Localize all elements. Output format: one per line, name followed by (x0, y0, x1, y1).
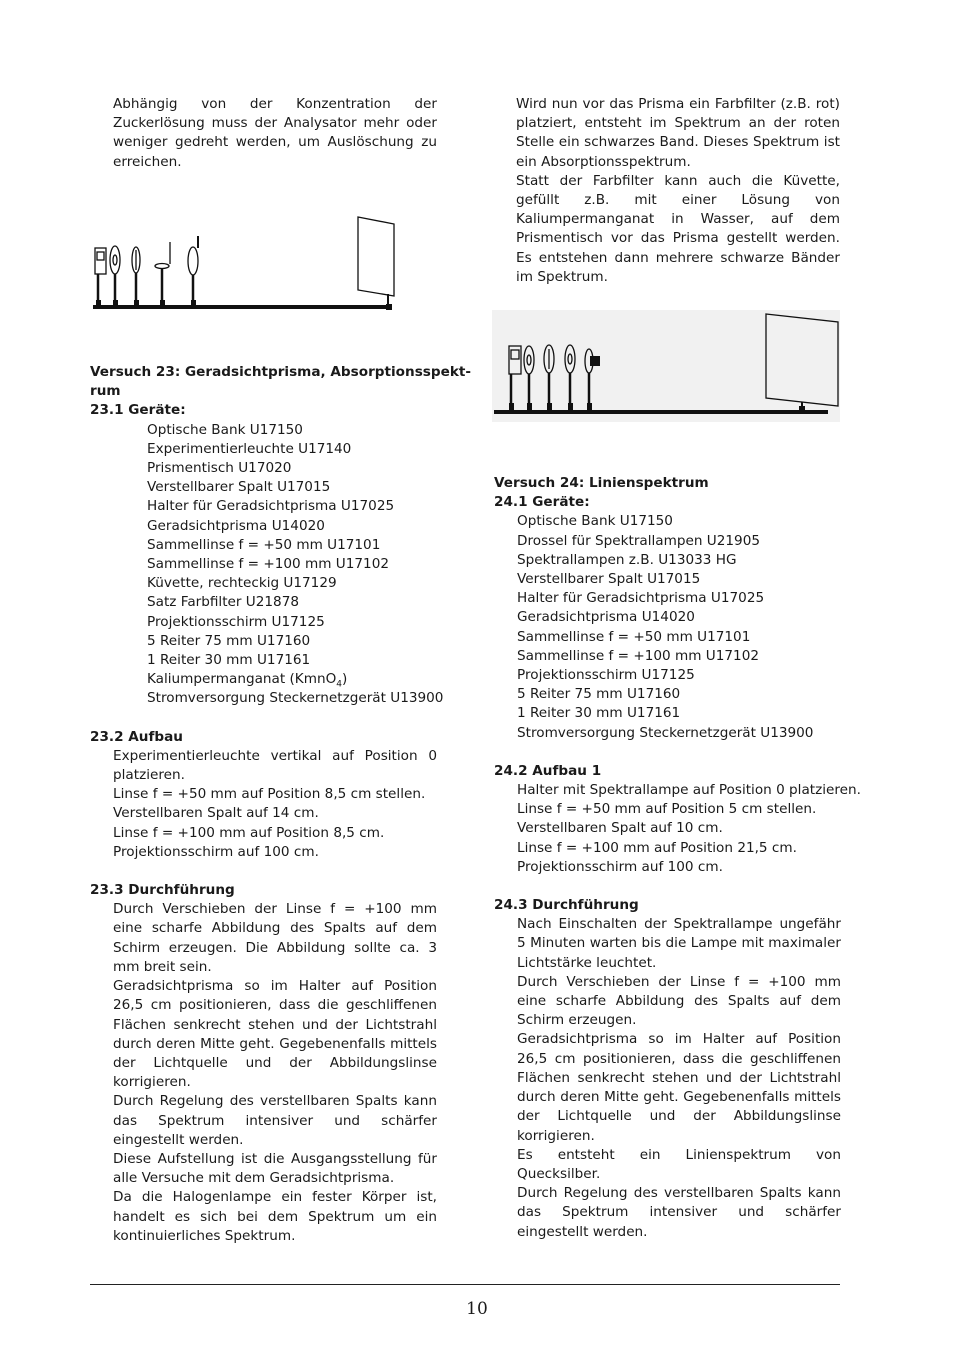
footer-rule (90, 1284, 840, 1285)
v23-3-paragraph: Da die Halogenlampe ein fester Körper ist, handelt es sich bei dem Spektrum um ein kontinuierliches Spektrum. (113, 1189, 437, 1244)
v24-2-line: Linse f = +50 mm auf Position 5 cm stellen. (517, 801, 817, 818)
v24-3-paragraph: Es entsteht ein Linienspektrum von Quecksilber. (517, 1146, 841, 1182)
v24-3-paragraph: Geradsichtprisma so im Halter auf Position 26,5 cm positionieren, dass die geschliffenen Flächen senkrecht stehen und der Lichtstrahl durch deren Mitte geht. Gegebenenfalls mittels der Lichtquelle und der Abbildungslinse korrigieren. (517, 1031, 841, 1144)
list-item: Halter für Geradsichtprisma U17025 (147, 498, 395, 515)
v23-2-paragraph: Experimentierleuchte vertikal auf Position 0 platzieren. (113, 747, 437, 784)
list-item: 5 Reiter 75 mm U17160 (517, 686, 681, 703)
list-item: Drossel für Spektrallampen U21905 (517, 532, 761, 549)
page-number: 10 (466, 1299, 488, 1319)
list-item: Optische Bank U17150 (517, 513, 673, 530)
v23-3-paragraph: Geradsichtprisma so im Halter auf Position 26,5 cm positionieren, dass die geschliffenen Flächen senkrecht stehen und der Lichtstrahl durch deren Mitte geht. Gegebenenfalls mittels der Lichtquelle und der Abbildungslinse korrigieren. (113, 978, 437, 1091)
list-item: Küvette, rechteckig U17129 (147, 575, 337, 592)
v24-2-line: Projektionsschirm auf 100 cm. (517, 858, 723, 875)
v24-1-list (517, 512, 844, 742)
intro-paragraph: Wird nun vor das Prisma ein Farbfilter (z.B. rot) platziert, entsteht im Spektrum an der roten Stelle ein schwarzes Band. Dieses Spektrum ist ein Absorptionsspektrum. (516, 96, 840, 170)
v24-2-line: Halter mit Spektrallampe auf Position 0 platzieren. (517, 782, 861, 799)
list-item: 5 Reiter 75 mm U17160 (147, 632, 311, 649)
list-item: Optische Bank U17150 (147, 421, 303, 438)
v24-2-heading: 24.2 Aufbau 1 (494, 762, 602, 779)
list-item: Geradsichtprisma U14020 (147, 517, 325, 534)
v24-3-heading: 24.3 Durchführung (494, 897, 639, 914)
list-item: Experimentierleuchte U17140 (147, 440, 352, 457)
list-item: Sammellinse f = +100 mm U17102 (517, 647, 759, 664)
v23-1-list (147, 421, 444, 709)
list-item: Projektionsschirm U17125 (517, 667, 695, 684)
v24-1-heading: 24.1 Geräte: (494, 494, 590, 511)
v23-2-line: Projektionsschirm auf 100 cm. (113, 843, 319, 860)
list-item: Verstellbarer Spalt U17015 (517, 571, 701, 588)
v23-3-paragraph: Durch Verschieben der Linse f = +100 mm eine scharfe Abbildung des Spalts auf dem Schirm erzeugen. Die Abbildung sollte ca. 3 mm breit sein. (113, 901, 437, 975)
v24-3-paragraph: Nach Einschalten der Spektrallampe ungefähr 5 Minuten warten bis die Lampe mit maximaler Lichtstärke leuchtet. (517, 916, 841, 971)
list-item-kmno4: Kaliumpermanganat (KmnO$_4$) (147, 671, 348, 690)
v23-2-line: Linse f = +100 mm auf Position 8,5 cm. (113, 824, 385, 841)
section-versuch-24 (494, 474, 861, 1242)
v23-2-line: Verstellbaren Spalt auf 14 cm. (113, 805, 319, 822)
list-item: Projektionsschirm U17125 (147, 613, 325, 630)
v23-1-heading: 23.1 Geräte: (90, 402, 186, 419)
list-item: Sammellinse f = +50 mm U17101 (147, 536, 381, 553)
v23-2-line: Linse f = +50 mm auf Position 8,5 cm stellen. (113, 786, 426, 803)
v23-2-heading: 23.2 Aufbau (90, 728, 183, 745)
v23-3-heading: 23.3 Durchführung (90, 882, 235, 899)
left-intro (113, 95, 437, 172)
v24-title: Versuch 24: Linienspektrum (494, 475, 709, 491)
list-item: Verstellbarer Spalt U17015 (147, 479, 331, 496)
list-item: Halter für Geradsichtprisma U17025 (517, 590, 765, 607)
v23-3-paragraph: Durch Regelung des verstellbaren Spalts kann das Spektrum intensiver und schärfer eingestellt werden. (113, 1093, 437, 1148)
optical-bench-figure-1 (88, 212, 398, 316)
list-item: Spektrallampen z.B. U13033 HG (517, 551, 737, 568)
v24-3-paragraph: Durch Regelung des verstellbaren Spalts kann das Spektrum intensiver und schärfer eingestellt werden. (517, 1185, 841, 1240)
intro-paragraph: Abhängig von der Konzentration der Zuckerlösung muss der Analysator mehr oder weniger gedreht werden, um Auslöschung zu erreichen. (113, 96, 437, 170)
v24-3-paragraph: Durch Verschieben der Linse f = +100 mm eine scharfe Abbildung des Spalts auf dem Schirm erzeugen. (517, 973, 841, 1029)
list-item: Geradsichtprisma U14020 (517, 609, 695, 626)
list-item: Sammellinse f = +100 mm U17102 (147, 556, 389, 573)
list-item: Stromversorgung Steckernetzgerät U13900 (517, 724, 814, 741)
list-item: 1 Reiter 30 mm U17161 (517, 705, 681, 722)
list-item: 1 Reiter 30 mm U17161 (147, 652, 311, 669)
v23-title-line1: Versuch 23: Geradsichtprisma, Absorptionsspekt- (90, 364, 472, 380)
list-item: Satz Farbfilter U21878 (147, 594, 299, 611)
optical-bench-figure-2 (492, 310, 840, 422)
v23-title-line2: rum (90, 383, 121, 400)
list-item: Stromversorgung Steckernetzgerät U13900 (147, 690, 444, 707)
v24-2-line: Verstellbaren Spalt auf 10 cm. (517, 820, 723, 837)
section-versuch-23 (90, 363, 472, 1246)
intro-paragraph: Statt der Farbfilter kann auch die Küvette, gefüllt z.B. mit einer Lösung von Kaliumpermanganat in Wasser, auf dem Prismentisch vor das Prisma gestellt werden. Es entstehen dann mehrere schwarze Bänder im Spektrum. (516, 172, 840, 285)
v23-3-paragraph: Diese Aufstellung ist die Ausgangsstellung für alle Versuche mit dem Geradsichtprisma. (113, 1150, 437, 1187)
v24-2-line: Linse f = +100 mm auf Position 21,5 cm. (517, 839, 797, 856)
list-item: Prismentisch U17020 (147, 460, 292, 477)
right-intro (516, 95, 840, 287)
list-item: Sammellinse f = +50 mm U17101 (517, 628, 751, 645)
